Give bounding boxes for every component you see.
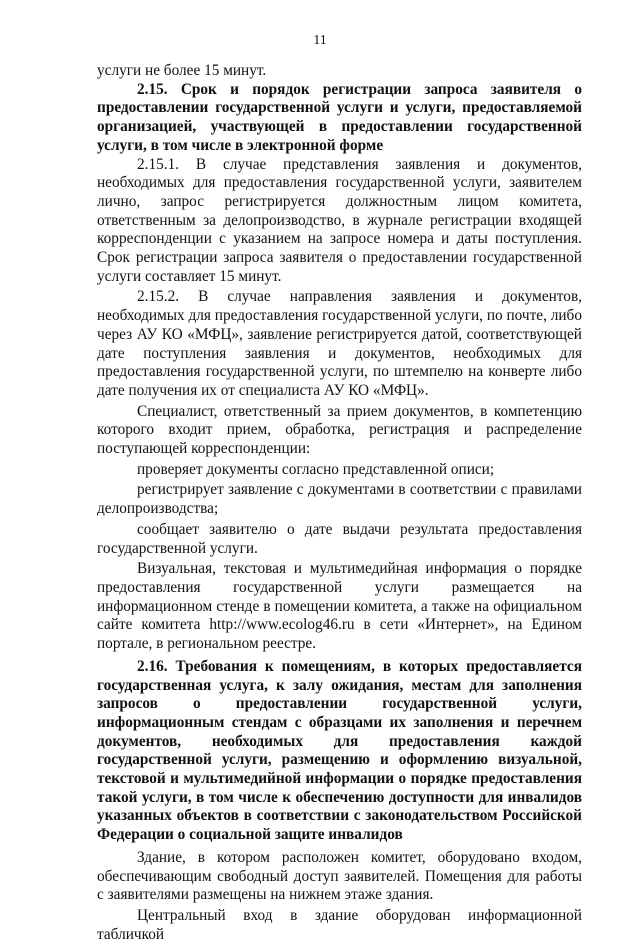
list-item-registers-application: регистрирует заявление с документами в соответствии с правилами делопроизводства;: [97, 481, 582, 518]
page-number: 11: [313, 33, 327, 48]
document-body: [97, 62, 582, 944]
paragraph-specialist: Специалист, ответственный за прием документов, в компетенцию которого входит прием, обработка, регистрация и распределение поступающей корреспонденции:: [97, 402, 582, 458]
paragraph-continuation: услуги не более 15 минут.: [97, 62, 267, 79]
list-item-checks-documents: проверяет документы согласно представленной описи;: [137, 460, 495, 478]
list-item-informs-applicant: сообщает заявителю о дате выдачи результата предоставления государственной услуги.: [97, 520, 582, 557]
paragraph-visual-information: Визуальная, текстовая и мультимедийная информация о порядке предоставления государственной услуги размещается на информационном стенде в помещении комитета, а также на официальном сайте комитета http://www.ecolog46.ru в сети «Интернет», на Едином портале, в региональном реестре.: [97, 560, 582, 653]
section-heading-2-15: 2.15. Срок и порядок регистрации запроса заявителя о предоставлении государственной услуги и услуги, предоставляемой организацией, участвующей в предоставлении государственной услуги, в том числе в электронной форме: [97, 80, 582, 154]
paragraph-2-15-1: 2.15.1. В случае представления заявления и документов, необходимых для предоставления государственной услуги, заявителем лично, запрос регистрируется должностным лицом комитета, ответственным за делопроизводство, в журнале регистрации входящей корреспонденции с указанием на запросе номера и даты поступления. Срок регистрации запроса заявителя о предоставлении государственной услуги составляет 15 минут.: [97, 155, 582, 285]
section-heading-2-16: 2.16. Требования к помещениям, в которых предоставляется государственная услуга, к залу ожидания, местам для заполнения запросов о предоставлении государственной услуги, информационным стендам с образцами их заполнения и перечнем документов, необходимых для предоставления каждой государственной услуги, размещению и оформлению визуальной, текстовой и мультимедийной информации о порядке предоставления такой услуги, в том числе к обеспечению доступности для инвалидов указанных объектов в соответствии с законодательством Российской Федерации о социальной защите инвалидов: [97, 657, 582, 844]
paragraph-building: Здание, в котором расположен комитет, оборудовано входом, обеспечивающим свободный доступ заявителей. Помещения для работы с заявителями размещены на нижнем этаже здания.: [97, 848, 582, 904]
paragraph-2-15-2: 2.15.2. В случае направления заявления и документов, необходимых для предоставления государственной услуги, по почте, либо через АУ КО «МФЦ», заявление регистрируется датой, соответствующей дате поступления заявления и документов, необходимых для предоставления государственной услуги, по штемпелю на конверте либо дате получения их от специалиста АУ КО «МФЦ».: [97, 288, 582, 399]
paragraph-central-entrance: Центральный вход в здание оборудован информационной табличкой: [97, 906, 582, 943]
